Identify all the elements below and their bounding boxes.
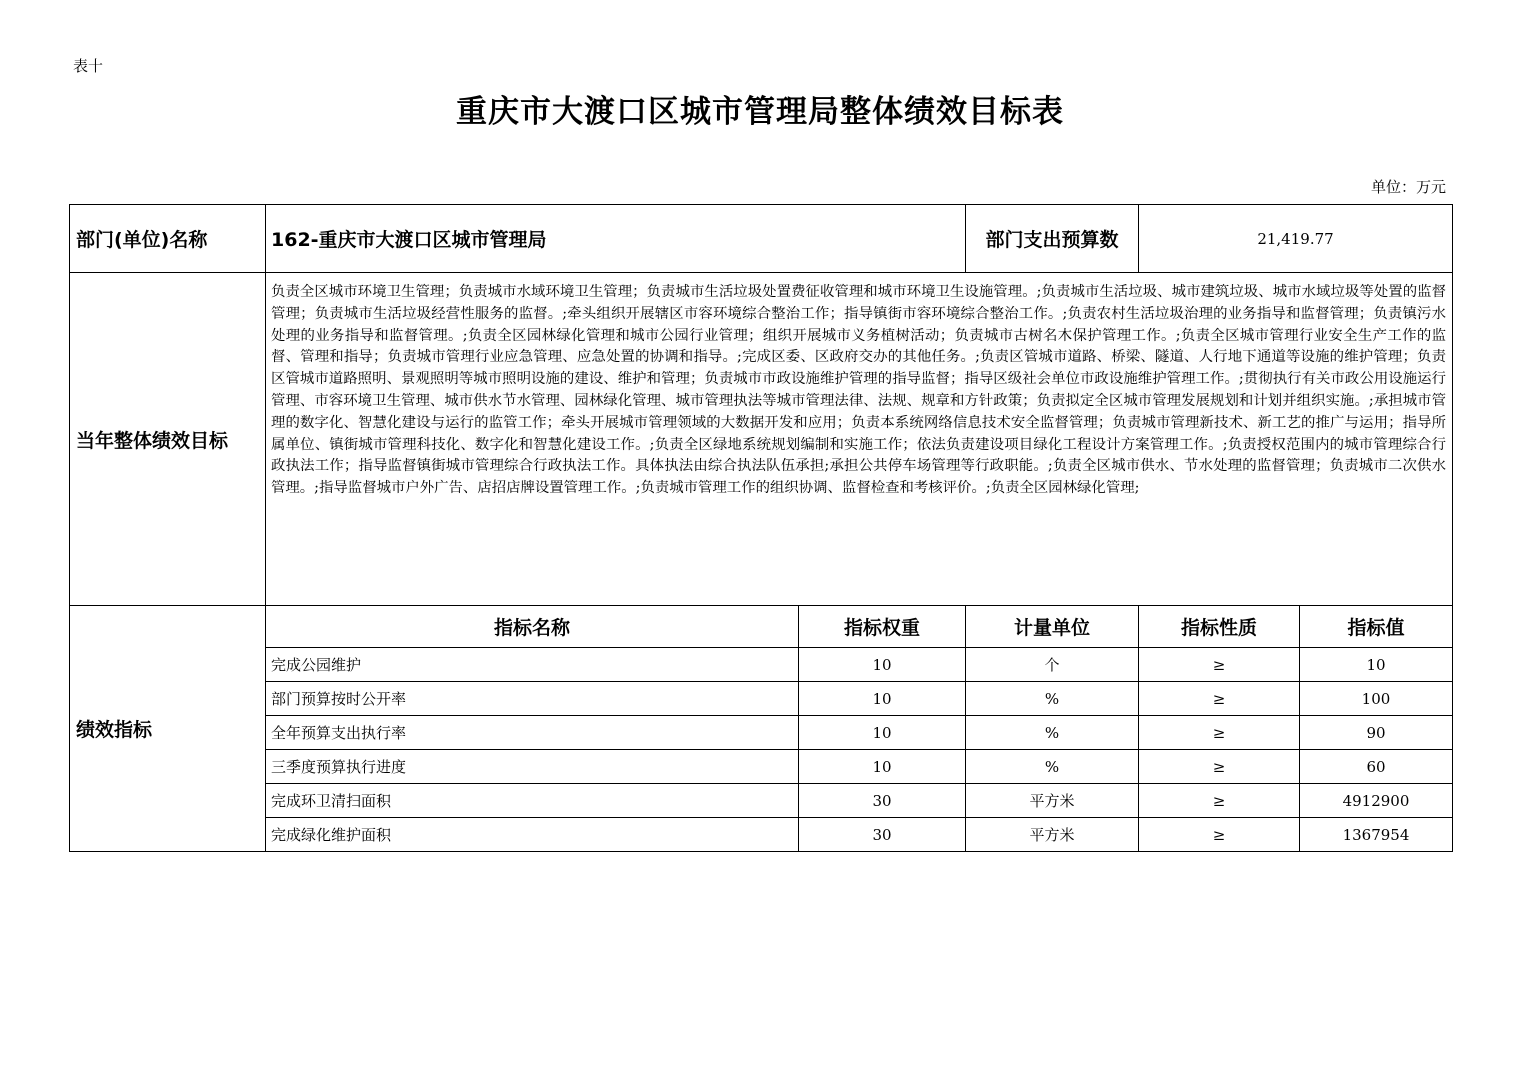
table-row	[70, 784, 1453, 818]
indicator-name: 部门预算按时公开率	[266, 682, 799, 716]
indicator-weight: 10	[799, 716, 966, 750]
header-nature: 指标性质	[1139, 606, 1300, 648]
indicator-unit: %	[966, 716, 1139, 750]
unit-label: 单位：万元	[1370, 178, 1446, 196]
dept-name: 162-重庆市大渡口区城市管理局	[266, 205, 966, 273]
indicator-value: 1367954	[1300, 818, 1453, 852]
indicator-weight: 10	[799, 750, 966, 784]
goal-label: 当年整体绩效目标	[70, 273, 266, 606]
indicator-name: 三季度预算执行进度	[266, 750, 799, 784]
indicator-nature: ≥	[1139, 818, 1300, 852]
indicator-name: 完成公园维护	[266, 648, 799, 682]
indicator-name: 完成环卫清扫面积	[266, 784, 799, 818]
table-row	[70, 682, 1453, 716]
indicator-nature: ≥	[1139, 648, 1300, 682]
indicator-nature: ≥	[1139, 784, 1300, 818]
indicator-value: 4912900	[1300, 784, 1453, 818]
table-row	[70, 750, 1453, 784]
table-row	[70, 818, 1453, 852]
indicators-label: 绩效指标	[70, 606, 266, 852]
indicator-unit: %	[966, 682, 1139, 716]
indicator-unit: %	[966, 750, 1139, 784]
indicator-nature: ≥	[1139, 750, 1300, 784]
indicator-name: 完成绿化维护面积	[266, 818, 799, 852]
goal-text: 负责全区城市环境卫生管理；负责城市水域环境卫生管理；负责城市生活垃圾处置费征收管理和城市环境卫生设施管理。;负责城市生活垃圾、城市建筑垃圾、城市水域垃圾等处置的监督管理；负责城市生活垃圾经营性服务的监督。;牵头组织开展辖区市容环境综合整治工作；指导镇街市容环境综合整治工作。;负责农村生活垃圾治理的业务指导和监督管理；负责镇污水处理的业务指导和监督管理。;负责全区园林绿化管理和城市公园行业管理；组织开展城市义务植树活动；负责城市古树名木保护管理工作。;负责全区城市管理行业安全生产工作的监督、管理和指导；负责城市管理行业应急管理、应急处置的协调和指导。;完成区委、区政府交办的其他任务。;负责区管城市道路、桥梁、隧道、人行地下通道等设施的维护管理；负责区管城市道路照明、景观照明等城市照明设施的建设、维护和管理；负责城市市政设施维护管理的指导监督；指导区级社会单位市政设施维护管理工作。;贯彻执行有关市政公用设施运行管理、市容环境卫生管理、城市供水节水管理、园林绿化管理、城市管理执法等城市管理法律、法规、规章和方针政策；负责拟定全区城市管理发展规划和计划并组织实施。;承担城市管理的数字化、智慧化建设与运行的监管工作；牵头开展城市管理领域的大数据开发和应用；负责本系统网络信息技术安全监督管理；负责城市管理新技术、新工艺的推广与运用；指导所属单位、镇街城市管理科技化、数字化和智慧化建设工作。;负责全区绿地系统规划编制和实施工作；依法负责建设项目绿化工程设计方案管理工作。;负责授权范围内的城市管理综合行政执法工作；指导监督镇街城市管理综合行政执法工作。具体执法由综合执法队伍承担;承担公共停车场管理等行政职能。;负责全区城市供水、节水处理的监督管理；负责城市二次供水管理。;指导监督城市户外广告、店招店牌设置管理工作。;负责城市管理工作的组织协调、监督检查和考核评价。;负责全区园林绿化管理;	[266, 273, 1453, 606]
indicator-weight: 30	[799, 784, 966, 818]
indicator-unit: 平方米	[966, 818, 1139, 852]
budget-label: 部门支出预算数	[966, 205, 1139, 273]
table-number: 表十	[73, 57, 104, 75]
header-unit: 计量单位	[966, 606, 1139, 648]
indicator-nature: ≥	[1139, 682, 1300, 716]
indicator-unit: 平方米	[966, 784, 1139, 818]
indicator-unit: 个	[966, 648, 1139, 682]
header-value: 指标值	[1300, 606, 1453, 648]
dept-label: 部门(单位)名称	[70, 205, 266, 273]
indicator-value: 90	[1300, 716, 1453, 750]
indicator-name: 全年预算支出执行率	[266, 716, 799, 750]
indicator-value: 100	[1300, 682, 1453, 716]
indicator-value: 60	[1300, 750, 1453, 784]
indicator-value: 10	[1300, 648, 1453, 682]
header-weight: 指标权重	[799, 606, 966, 648]
table-row	[70, 716, 1453, 750]
page-title: 重庆市大渡口区城市管理局整体绩效目标表	[456, 94, 1064, 130]
header-indicator-name: 指标名称	[266, 606, 799, 648]
indicator-weight: 30	[799, 818, 966, 852]
indicator-nature: ≥	[1139, 716, 1300, 750]
goal-row	[70, 273, 1453, 606]
table-row	[70, 648, 1453, 682]
indicator-weight: 10	[799, 648, 966, 682]
dept-row	[70, 205, 1453, 273]
indicator-header-row	[70, 606, 1453, 648]
indicator-weight: 10	[799, 682, 966, 716]
performance-table	[69, 204, 1453, 852]
budget-value: 21,419.77	[1139, 205, 1453, 273]
